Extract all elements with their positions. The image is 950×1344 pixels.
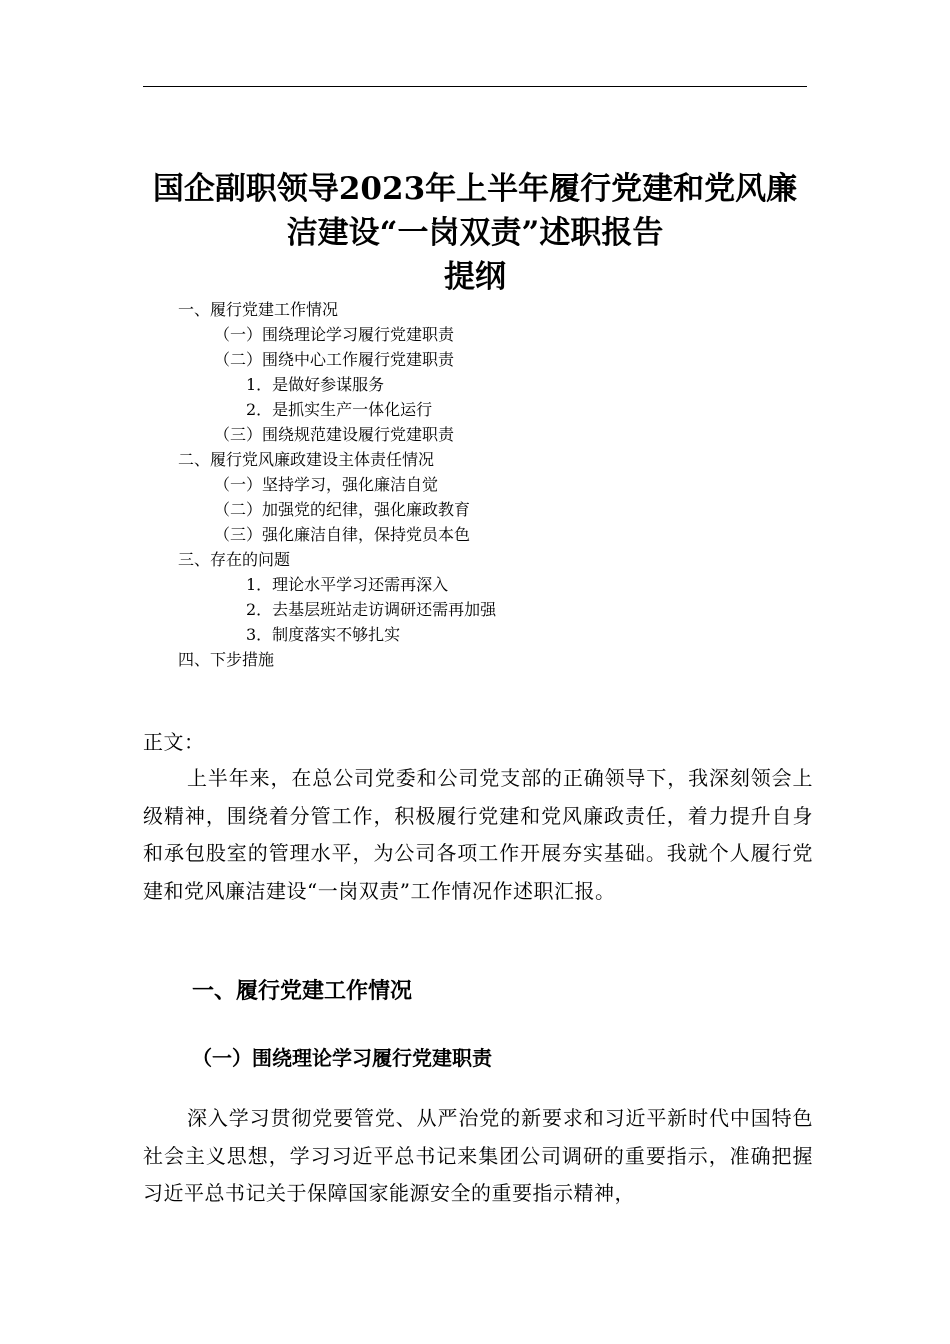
- outline-item: （二）围绕中心工作履行党建职责: [214, 350, 455, 369]
- outline-item: 1．是做好参谋服务: [246, 375, 385, 394]
- outline-item: （一）坚持学习，强化廉洁自觉: [214, 475, 439, 494]
- outline-item: 三、存在的问题: [178, 550, 291, 569]
- outline-item: （三）围绕规范建设履行党建职责: [214, 425, 455, 444]
- intro-paragraph: 上半年来，在总公司党委和公司党支部的正确领导下，我深刻领会上级精神，围绕着分管工作，积极履行党建和党风廉政责任，着力提升自身和承包股室的管理水平，为公司各项工作开展夯实基础。我就个人履行党建和党风廉洁建设“一岗双责”工作情况作述职汇报。: [143, 766, 813, 903]
- outline-item: 一、履行党建工作情况: [178, 300, 339, 319]
- outline-item: 2．去基层班站走访调研还需再加强: [246, 600, 497, 619]
- outline-item: 四、下步措施: [178, 650, 275, 669]
- outline-item: 二、履行党风廉政建设主体责任情况: [178, 450, 435, 469]
- subsection-heading: （一）围绕理论学习履行党建职责: [192, 1046, 492, 1070]
- outline-item: 1．理论水平学习还需再深入: [246, 575, 449, 594]
- outline-item: （三）强化廉洁自律，保持党员本色: [214, 525, 471, 544]
- section-paragraph: 深入学习贯彻党要管党、从严治党的新要求和习近平新时代中国特色社会主义思想，学习习近平总书记来集团公司调研的重要指示，准确把握习近平总书记关于保障国家能源安全的重要指示精神，: [143, 1106, 813, 1205]
- section-heading: 一、履行党建工作情况: [192, 979, 413, 1004]
- document-title-line-1: 国企副职领导2023年上半年履行党建和党风廉: [152, 171, 798, 207]
- outline-item: （一）围绕理论学习履行党建职责: [214, 325, 455, 344]
- outline-item: 2．是抓实生产一体化运行: [246, 400, 433, 419]
- header-rule: [143, 86, 807, 87]
- document-title-outline: 提纲: [444, 259, 506, 295]
- outline-item: （二）加强党的纪律，强化廉政教育: [214, 500, 471, 519]
- outline-item: 3．制度落实不够扎实: [246, 625, 401, 644]
- document-title-line-2: 洁建设“一岗双责”述职报告: [286, 215, 664, 251]
- body-label: 正文：: [143, 730, 205, 754]
